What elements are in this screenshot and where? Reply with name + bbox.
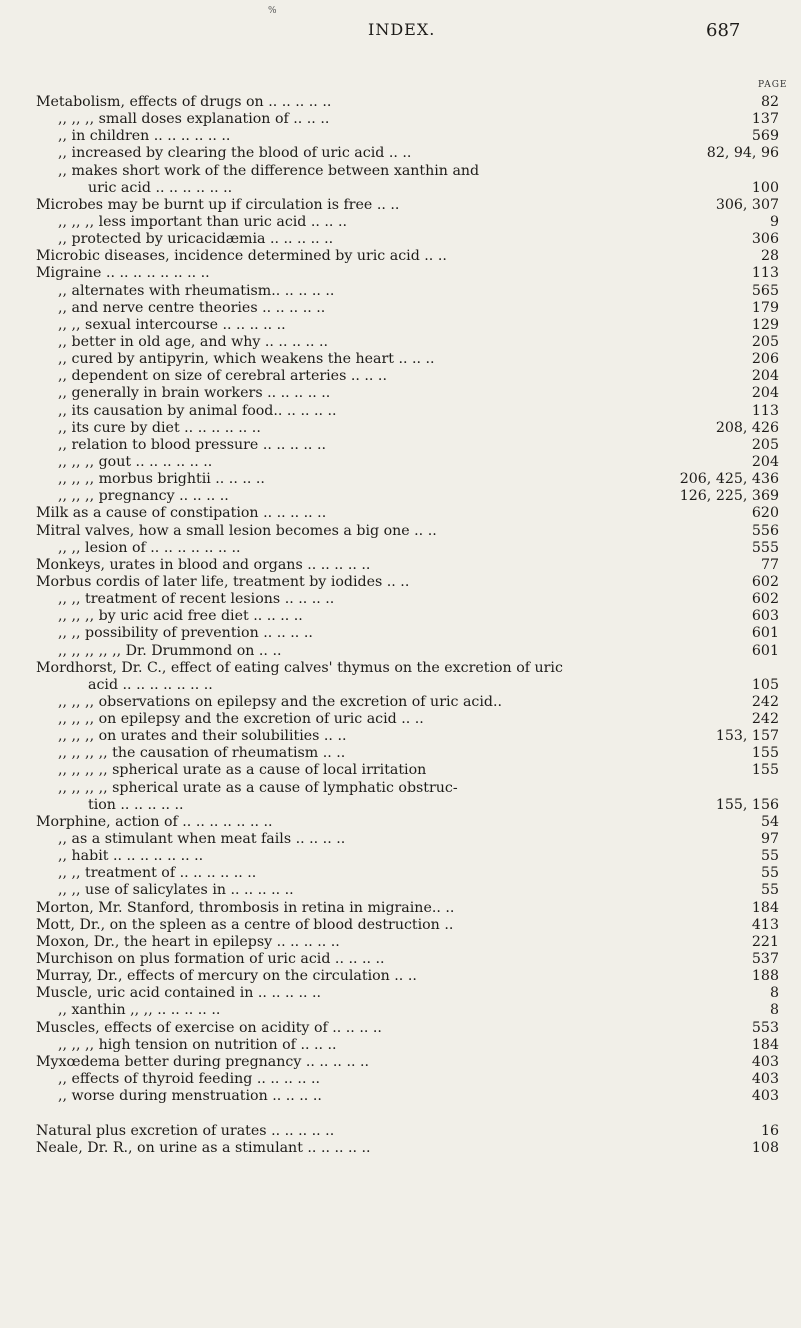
entry-text: Natural plus excretion of urates .. .. .. .. .. [36, 1123, 335, 1140]
index-entry [0, 128, 801, 145]
entry-pages: 55 [760, 882, 779, 899]
entry-text: ,, in children .. .. .. .. .. .. [58, 128, 231, 145]
entry-text: ,, makes short work of the difference between xanthin and [58, 162, 480, 179]
page-title: INDEX. [368, 20, 436, 39]
entry-pages: 204 [751, 385, 779, 402]
entry-pages: 206, 425, 436 [679, 471, 779, 488]
entry-text: ,, ,, treatment of recent lesions .. .. .. .. [58, 591, 335, 608]
index-entry [0, 334, 801, 351]
entry-pages: 208, 426 [715, 419, 779, 436]
index-entry [0, 1140, 801, 1157]
entry-pages: 413 [751, 916, 779, 933]
entry-pages: 403 [751, 1071, 779, 1088]
index-entry [0, 762, 801, 779]
entry-pages: 82, 94, 96 [706, 145, 779, 162]
index-entry [0, 848, 801, 865]
index-entry [0, 403, 801, 420]
entry-pages: 8 [769, 985, 779, 1002]
index-entry [0, 505, 801, 522]
entry-pages: 306, 307 [715, 196, 779, 213]
entry-text: ,, ,, ,, high tension on nutrition of .. .. .. [58, 1036, 337, 1053]
entry-text: ,, ,, lesion of .. .. .. .. .. .. .. [58, 539, 241, 556]
index-entry [0, 711, 801, 728]
entry-text: Metabolism, effects of drugs on .. .. .. .. .. [36, 94, 332, 110]
index-entry [0, 968, 801, 985]
entry-pages: 82 [760, 94, 779, 110]
entry-pages: 179 [751, 299, 779, 316]
index-entry [0, 1123, 801, 1140]
index-entry [0, 1088, 801, 1105]
index-entry [0, 94, 801, 111]
entry-text: ,, relation to blood pressure .. .. .. .. .. [58, 436, 326, 453]
entry-pages: 113 [751, 402, 779, 419]
entry-pages: 204 [751, 453, 779, 470]
index-entry [0, 111, 801, 128]
index-entry [0, 540, 801, 557]
entry-text: Milk as a cause of constipation .. .. .. .. .. [36, 505, 327, 522]
section-gap [0, 1105, 801, 1123]
index-entry [0, 608, 801, 625]
entry-pages: 8 [769, 1002, 779, 1019]
entry-pages: 601 [751, 642, 779, 659]
entry-text: Morton, Mr. Stanford, thrombosis in retina in migraine.. .. [36, 899, 455, 916]
index-entry [0, 557, 801, 574]
index-entry [0, 197, 801, 214]
entry-pages: 602 [751, 591, 779, 608]
entry-pages: 113 [751, 265, 779, 282]
entry-pages: 184 [751, 1036, 779, 1053]
index-entry [0, 420, 801, 437]
entry-text: ,, ,, ,, on epilepsy and the excretion of uric acid .. .. [58, 711, 424, 728]
page-header [0, 20, 801, 42]
index-entry [0, 865, 801, 882]
entry-pages: 126, 225, 369 [679, 488, 779, 505]
entry-text: ,, xanthin ,, ,, .. .. .. .. .. [58, 1002, 221, 1019]
index-entry [0, 831, 801, 848]
index-entry [0, 591, 801, 608]
index-entry [0, 574, 801, 591]
entry-pages: 206 [751, 351, 779, 368]
entry-text: ,, ,, ,, observations on epilepsy and the excretion of uric acid.. [58, 693, 503, 710]
index-entry [0, 694, 801, 711]
entry-pages: 137 [751, 111, 779, 128]
index-entry [0, 660, 801, 677]
index-entry [0, 677, 801, 694]
entry-pages: 155 [751, 745, 779, 762]
entry-pages: 603 [751, 608, 779, 625]
entry-pages: 221 [751, 933, 779, 950]
index-entry [0, 368, 801, 385]
entry-pages: 242 [751, 711, 779, 728]
entry-text: ,, habit .. .. .. .. .. .. .. [58, 848, 204, 865]
page-number: 687 [706, 20, 741, 41]
entry-text: Moxon, Dr., the heart in epilepsy .. .. .. .. .. [36, 933, 340, 950]
entry-text: Muscle, uric acid contained in .. .. .. .. .. [36, 985, 322, 1002]
entry-text: Migraine .. .. .. .. .. .. .. .. [36, 265, 210, 282]
entry-text: Microbic diseases, incidence determined by uric acid .. .. [36, 248, 447, 265]
entry-text: ,, as a stimulant when meat fails .. .. .. .. [58, 831, 346, 848]
entry-text: ,, ,, ,, less important than uric acid .. .. .. [58, 213, 347, 230]
entry-text: ,, ,, treatment of .. .. .. .. .. .. [58, 865, 257, 882]
index-entry [0, 951, 801, 968]
entry-text: ,, worse during menstruation .. .. .. .. [58, 1088, 322, 1105]
entry-text: Murchison on plus formation of uric acid .. .. .. .. [36, 951, 385, 968]
entry-pages: 100 [751, 179, 779, 196]
entry-text: ,, ,, ,, ,, ,, Dr. Drummond on .. .. [58, 642, 282, 659]
entry-pages: 569 [751, 128, 779, 145]
entry-text: Mitral valves, how a small lesion becomes a big one .. .. [36, 522, 437, 539]
entry-pages: 188 [751, 968, 779, 985]
index-entry [0, 917, 801, 934]
index-entry [0, 163, 801, 180]
index-entry [0, 728, 801, 745]
entry-text: ,, ,, ,, morbus brightii .. .. .. .. [58, 471, 265, 488]
index-entry [0, 1002, 801, 1019]
entry-text: ,, ,, possibility of prevention .. .. .. .. [58, 625, 313, 642]
entry-text: Myxœdema better during pregnancy .. .. .. .. .. [36, 1053, 369, 1070]
entry-text: ,, cured by antipyrin, which weakens the heart .. .. .. [58, 351, 435, 368]
entry-pages: 565 [751, 282, 779, 299]
index-entry [0, 454, 801, 471]
entry-pages: 155 [751, 762, 779, 779]
entry-pages: 602 [751, 573, 779, 590]
index-entry [0, 523, 801, 540]
entry-text: ,, generally in brain workers .. .. .. .. .. [58, 385, 331, 402]
entry-text: Mott, Dr., on the spleen as a centre of blood destruction .. [36, 916, 454, 933]
entry-pages: 403 [751, 1053, 779, 1070]
index-entry [0, 985, 801, 1002]
entry-pages: 105 [751, 676, 779, 693]
entry-text: ,, ,, ,, ,, the causation of rheumatism .. .. [58, 745, 346, 762]
index-entry [0, 231, 801, 248]
entry-text: ,, and nerve centre theories .. .. .. .. .. [58, 299, 326, 316]
entry-text: ,, its cure by diet .. .. .. .. .. .. [58, 419, 261, 436]
entry-text: ,, ,, ,, gout .. .. .. .. .. .. [58, 453, 213, 470]
entry-text: ,, ,, ,, pregnancy .. .. .. .. [58, 488, 229, 505]
index-entry [0, 780, 801, 797]
entry-text: Morbus cordis of later life, treatment by iodides .. .. [36, 573, 410, 590]
index-entry [0, 488, 801, 505]
entry-pages: 242 [751, 693, 779, 710]
entry-text: Neale, Dr. R., on urine as a stimulant .. .. .. .. .. [36, 1140, 371, 1157]
index-entry [0, 317, 801, 334]
index-entries [0, 94, 801, 1158]
entry-pages: 204 [751, 368, 779, 385]
index-entry [0, 471, 801, 488]
index-entry [0, 643, 801, 660]
entry-text: ,, dependent on size of cerebral arteries .. .. .. [58, 368, 387, 385]
index-entry [0, 625, 801, 642]
entry-pages: 9 [769, 213, 779, 230]
entry-pages: 184 [751, 899, 779, 916]
index-entry [0, 248, 801, 265]
entry-text: Mordhorst, Dr. C., effect of eating calves' thymus on the excretion of uric [36, 659, 563, 676]
index-entry [0, 283, 801, 300]
index-entry [0, 814, 801, 831]
entry-text: ,, increased by clearing the blood of uric acid .. .. [58, 145, 412, 162]
entry-pages: 205 [751, 436, 779, 453]
entry-text: tion .. .. .. .. .. [88, 796, 184, 813]
index-entry [0, 934, 801, 951]
entry-pages: 129 [751, 316, 779, 333]
entry-text: Murray, Dr., effects of mercury on the circulation .. .. [36, 968, 417, 985]
entry-text: ,, ,, ,, ,, spherical urate as a cause of lymphatic obstruc- [58, 779, 458, 796]
entry-text: ,, effects of thyroid feeding .. .. .. .. .. [58, 1071, 320, 1088]
entry-pages: 537 [751, 951, 779, 968]
page-column-label: PAGE [758, 80, 788, 90]
entry-pages: 553 [751, 1019, 779, 1036]
entry-pages: 601 [751, 625, 779, 642]
index-entry [0, 797, 801, 814]
index-entry [0, 745, 801, 762]
entry-pages: 28 [760, 248, 779, 265]
entry-text: ,, protected by uricacidæmia .. .. .. .. .. [58, 231, 334, 248]
entry-text: ,, alternates with rheumatism.. .. .. .. .. [58, 282, 335, 299]
entry-text: Microbes may be burnt up if circulation is free .. .. [36, 196, 400, 213]
entry-pages: 555 [751, 539, 779, 556]
index-entry [0, 1054, 801, 1071]
index-entry [0, 1037, 801, 1054]
index-entry [0, 214, 801, 231]
index-entry [0, 145, 801, 162]
index-entry [0, 1020, 801, 1037]
entry-text: ,, ,, ,, by uric acid free diet .. .. .. .. [58, 608, 303, 625]
entry-pages: 620 [751, 505, 779, 522]
entry-pages: 108 [751, 1140, 779, 1157]
entry-pages: 205 [751, 333, 779, 350]
entry-text: Monkeys, urates in blood and organs .. .. .. .. .. [36, 556, 371, 573]
entry-pages: 77 [760, 556, 779, 573]
index-entry [0, 437, 801, 454]
entry-text: uric acid .. .. .. .. .. .. [88, 179, 233, 196]
entry-text: Muscles, effects of exercise on acidity of .. .. .. .. [36, 1019, 382, 1036]
index-entry [0, 265, 801, 282]
entry-text: ,, its causation by animal food.. .. .. .. .. [58, 402, 337, 419]
entry-pages: 55 [760, 865, 779, 882]
index-entry [0, 1071, 801, 1088]
entry-text: ,, ,, use of salicylates in .. .. .. .. .. [58, 882, 294, 899]
entry-pages: 97 [760, 831, 779, 848]
index-entry [0, 180, 801, 197]
index-entry [0, 882, 801, 899]
entry-text: ,, better in old age, and why .. .. .. .. .. [58, 333, 329, 350]
entry-text: ,, ,, ,, ,, spherical urate as a cause of local irritation [58, 762, 427, 779]
index-entry [0, 900, 801, 917]
index-entry [0, 385, 801, 402]
entry-text: acid .. .. .. .. .. .. .. [88, 676, 213, 693]
entry-text: Morphine, action of .. .. .. .. .. .. .. [36, 813, 273, 830]
index-entry [0, 351, 801, 368]
entry-pages: 16 [760, 1123, 779, 1140]
entry-pages: 556 [751, 522, 779, 539]
print-mark: % [268, 6, 277, 16]
entry-pages: 306 [751, 231, 779, 248]
index-entry [0, 300, 801, 317]
entry-pages: 403 [751, 1088, 779, 1105]
entry-pages: 54 [760, 813, 779, 830]
entry-text: ,, ,, ,, small doses explanation of .. .. .. [58, 111, 330, 128]
entry-text: ,, ,, sexual intercourse .. .. .. .. .. [58, 316, 286, 333]
entry-pages: 153, 157 [715, 728, 779, 745]
entry-pages: 155, 156 [715, 796, 779, 813]
entry-text: ,, ,, ,, on urates and their solubilities .. .. [58, 728, 347, 745]
entry-pages: 55 [760, 848, 779, 865]
